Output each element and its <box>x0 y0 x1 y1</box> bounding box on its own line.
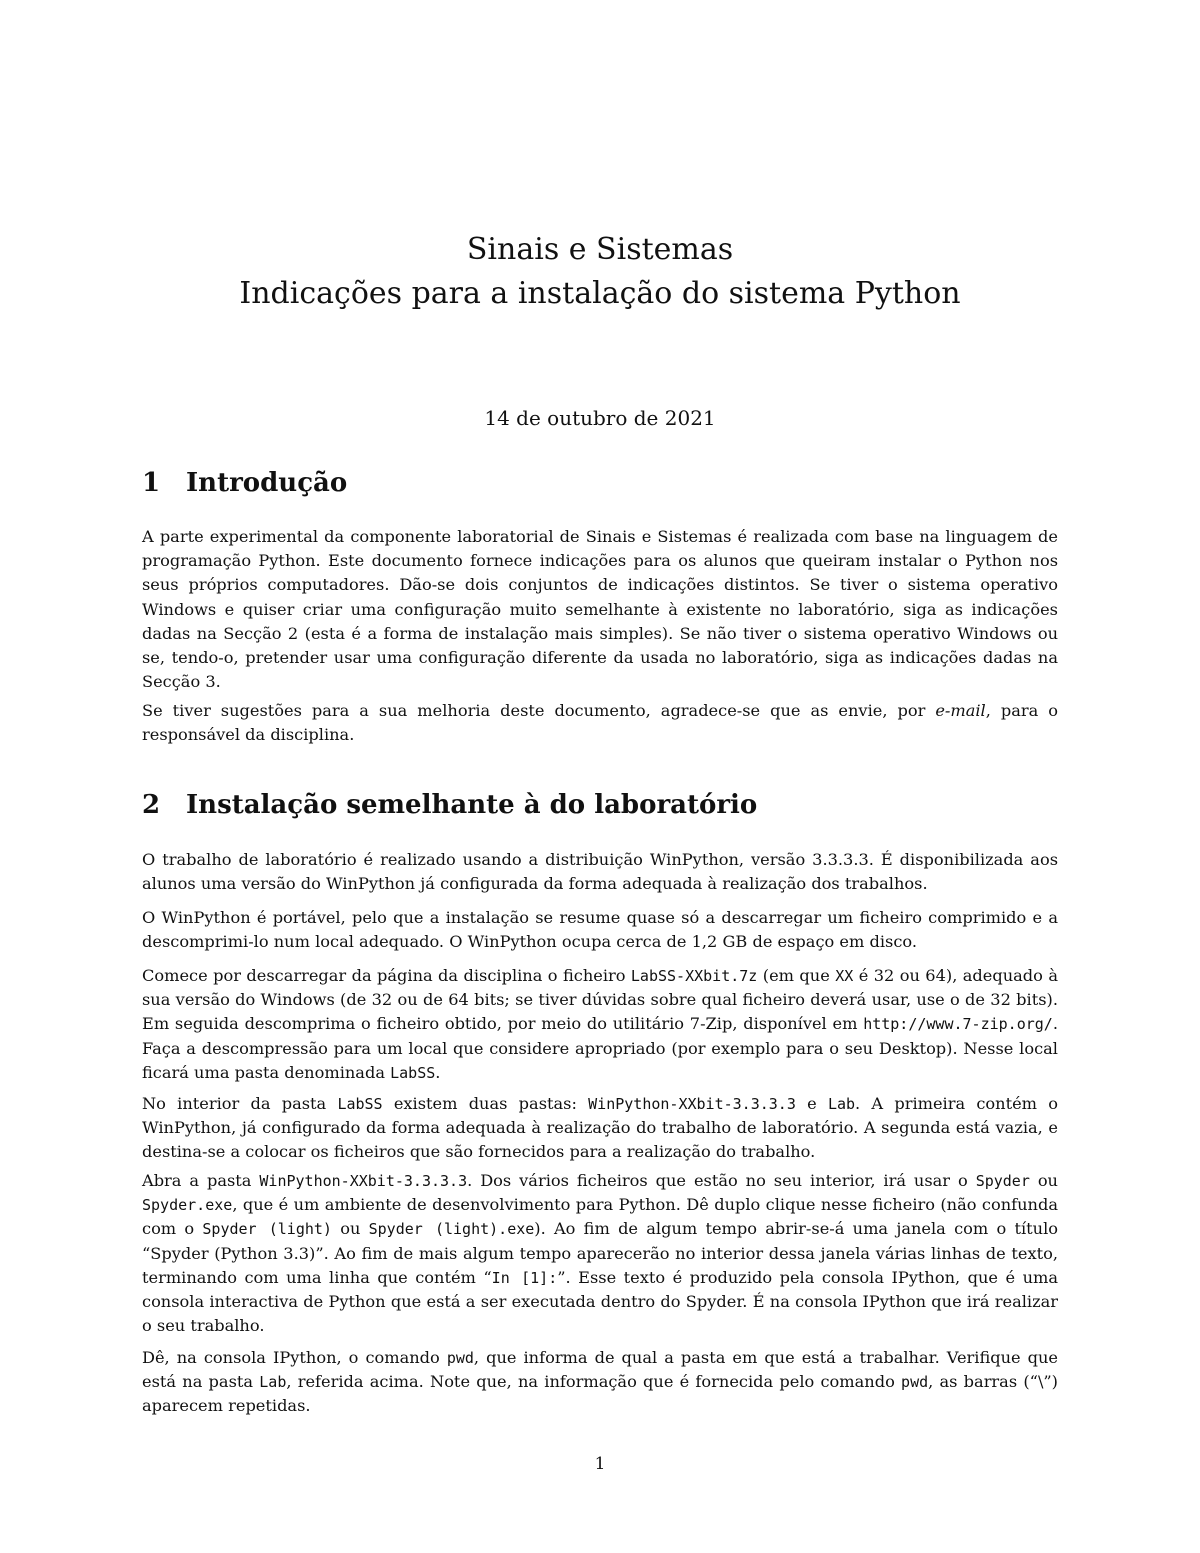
folder-labss: LabSS <box>337 1095 383 1113</box>
section-2-paragraph-2: O WinPython é portável, pelo que a instalação se resume quase só a descarregar um ficheiro comprimido e a descomprimi-lo num local adequado. O WinPython ocupa cerca de 1,2 GB de espaço em disco. <box>142 908 1058 952</box>
page-number: 1 <box>594 1454 606 1474</box>
section-2-paragraph-3 <box>142 964 1058 1085</box>
section-2-paragraph-1: O trabalho de laboratório é realizado usando a distribuição WinPython, versão 3.3.3.3. É disponibilizada aos alunos uma versão do WinPython já configurada da forma adequada à realização dos trabalhos. <box>142 850 1058 894</box>
p5-text-g: ”. Esse texto é produzido pela consola IPython, que é uma consola interactiva de Python que está a ser executada dentro do Spyder. É na consola IPython que irá realizar o seu trabalho. <box>142 1267 1058 1336</box>
section-1-title: Introdução <box>186 468 348 498</box>
p6-text-b: , que informa de qual a pasta em que está a trabalhar. Verifique que está na pasta <box>142 1348 1059 1392</box>
p5-text-d: , que é um ambiente de desenvolvimento para Python. Dê duplo clique nesse ficheiro (não confunda com o <box>142 1195 1058 1239</box>
p3-text-c: é 32 ou 64), adequado à sua versão do Windows (de 32 ou de 64 bits; se tiver dúvidas sobre qual ficheiro deverá usar, use o de 32 bits). Em seguida descomprima o ficheiro obtido, por meio do utilitário 7-Zip, disponível em <box>142 966 1058 1034</box>
folder-lab: Lab <box>259 1373 287 1392</box>
section-1-paragraph-2 <box>142 699 1058 747</box>
p3-text-e: . <box>435 1062 441 1082</box>
7zip-url: http://www.7-zip.org/ <box>863 1015 1053 1034</box>
p2-text-a: Se tiver sugestões para a sua melhoria deste documento, agradece-se que as envie, por <box>142 701 936 720</box>
section-1-heading <box>142 466 347 500</box>
section-2-heading <box>142 788 757 822</box>
p4-text-d: . A primeira contém o WinPython, já configurado da forma adequada à realização do trabalho de laboratório. A segunda está vazia, e destina-se a colocar os ficheiros que são fornecidos para a realização do trabalho. <box>142 1094 1059 1162</box>
ipython-prompt: In [1]: <box>491 1268 558 1287</box>
file-name-labss-7z: LabSS-XXbit.7z <box>630 967 758 985</box>
p4-text-b: existem duas pastas: <box>382 1094 589 1113</box>
xx-placeholder: XX <box>835 967 854 985</box>
document-date: 14 de outubro de 2021 <box>484 406 716 430</box>
folder-winpython: WinPython-XXbit-3.3.3.3 <box>588 1095 796 1113</box>
section-2-number: 2 <box>142 790 161 820</box>
p6-text-c: , referida acima. Note que, na informação que é fornecida pelo comando <box>286 1372 902 1392</box>
p5-text-f: ). Ao fim de algum tempo abrir-se-á uma janela com o título “Spyder (Python 3.3)”. Ao fim de mais algum tempo aparecerão no interior dessa janela várias linhas de texto, terminando com uma linha que contém “ <box>142 1219 1059 1287</box>
file-spyder-light: Spyder (light) <box>202 1220 332 1239</box>
p4-text-a: No interior da pasta <box>142 1094 338 1113</box>
title-line-1: Sinais e Sistemas <box>466 232 734 267</box>
p4-text-c: e <box>795 1094 828 1113</box>
title-block <box>0 228 1200 316</box>
p5-text-e: ou <box>331 1219 369 1239</box>
p5-text-c: ou <box>1029 1171 1058 1190</box>
email-term: e-mail <box>935 701 986 720</box>
command-pwd: pwd <box>446 1349 474 1367</box>
folder-lab: Lab <box>827 1095 856 1113</box>
p6-text-d: , as barras (“\”) aparecem repetidas. <box>142 1372 1058 1416</box>
p3-text-a: Comece por descarregar da página da disciplina o ficheiro <box>142 966 631 985</box>
p5-text-a: Abra a pasta <box>142 1171 260 1190</box>
p5-text-b: . Dos vários ficheiros que estão no seu interior, irá usar o <box>467 1171 976 1190</box>
section-2-title: Instalação semelhante à do laboratório <box>186 790 758 820</box>
p2-text-b: , para o responsável da disciplina. <box>142 701 1058 745</box>
folder-labss: LabSS <box>390 1063 436 1082</box>
folder-winpython: WinPython-XXbit-3.3.3.3 <box>259 1172 468 1190</box>
section-1-paragraph-1: A parte experimental da componente laboratorial de Sinais e Sistemas é realizada com base na linguagem de programação Python. Este documento fornece indicações para os alunos que queiram instalar o Python nos seus próprios computadores. Dão-se dois conjuntos de indicações distintos. Se tiver o sistema operativo Windows e quiser criar uma configuração muito semelhante à existente no laboratório, siga as indicações dadas na Secção 2 (esta é a forma de instalação mais simples). Se não tiver o sistema operativo Windows ou se, tendo-o, pretender usar uma configuração diferente da usada no laboratório, siga as indicações dadas na Secção 3. <box>142 527 1058 692</box>
p3-text-b: (em que <box>757 966 836 985</box>
p6-text-a: Dê, na consola IPython, o comando <box>142 1348 447 1367</box>
file-spyder-light-exe: Spyder (light).exe <box>368 1220 535 1239</box>
p3-text-d: . Faça a descompressão para um local que considere apropriado (por exemplo para o seu Desktop). Nesse local ficará uma pasta denominada <box>142 1014 1058 1082</box>
title-line-2: Indicações para a instalação do sistema Python <box>239 276 961 311</box>
file-spyder: Spyder <box>975 1172 1030 1190</box>
section-1-number: 1 <box>142 468 161 498</box>
section-2-paragraph-5 <box>142 1169 1058 1338</box>
file-spyder-exe: Spyder.exe <box>142 1196 233 1215</box>
section-2-paragraph-6 <box>142 1346 1058 1419</box>
command-pwd: pwd <box>901 1373 929 1392</box>
section-2-paragraph-4 <box>142 1092 1058 1165</box>
